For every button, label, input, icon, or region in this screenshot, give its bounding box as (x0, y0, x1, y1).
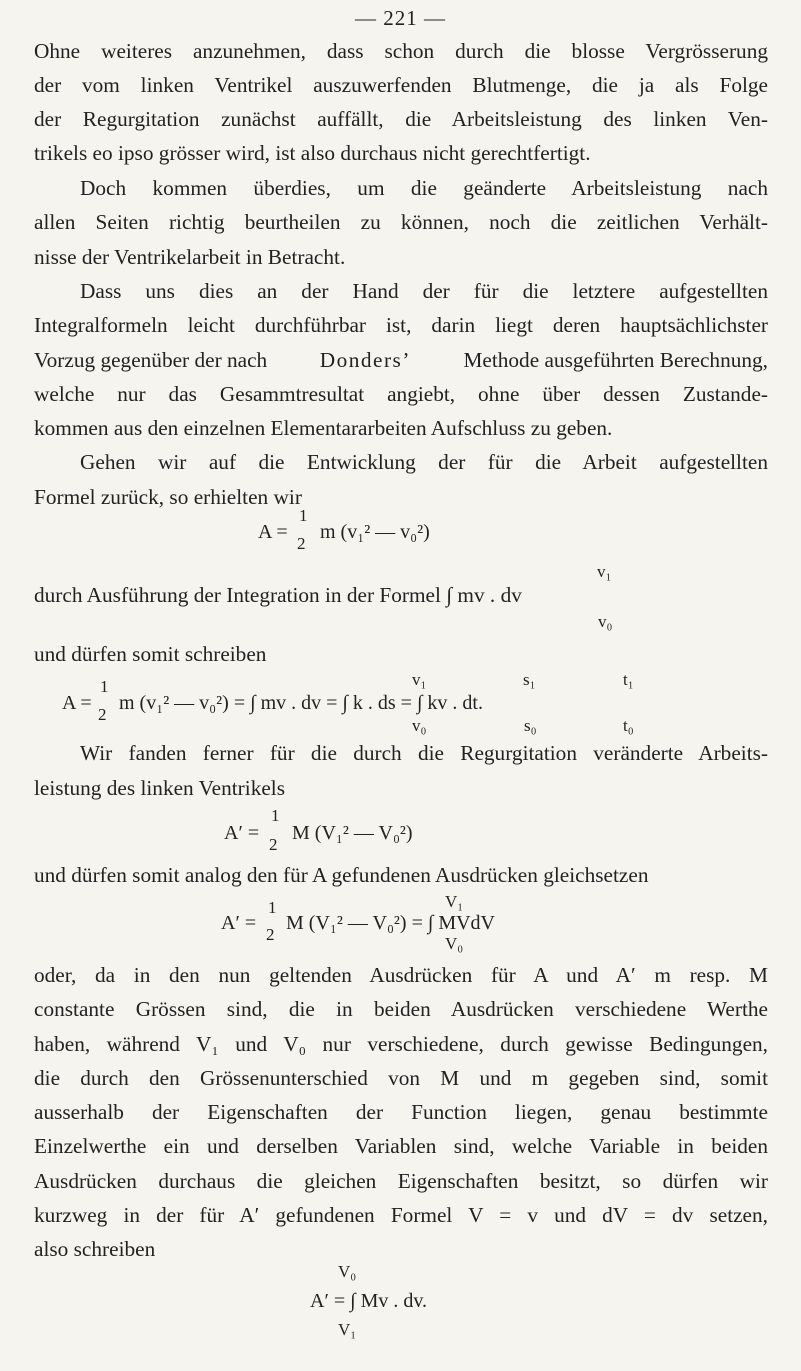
integral-upper-limit: V₁ (445, 892, 464, 911)
formula-body: m (v₁² — v₀²) (320, 521, 430, 543)
text-line: Dass uns dies an der Hand der für die letztere aufgestellten (80, 279, 768, 303)
fraction-denominator: 2 (266, 925, 275, 944)
page-number: — 221 — (355, 6, 446, 30)
fraction-numerator: 1 (100, 677, 109, 696)
text-line: nisse der Ventrikelarbeit in Betracht. (34, 245, 346, 269)
text-line: durch Ausführung der Integration in der Formel ∫ mv . dv (34, 583, 522, 607)
text-line: und dürfen somit schreiben (34, 642, 267, 666)
text-line: welche nur das Gesammtresultat angiebt, ohne über dessen Zustande- (34, 382, 768, 406)
integral-lower-limit: V₀ (445, 934, 464, 953)
text-line: also schreiben (34, 1237, 156, 1261)
text-line: ausserhalb der Eigenschaften der Function liegen, genau bestimmte (34, 1100, 768, 1124)
text-line: trikels eo ipso grösser wird, ist also durchaus nicht gerechtfertigt. (34, 141, 591, 165)
text-line: Doch kommen überdies, um die geänderte Arbeitsleistung nach (80, 176, 768, 200)
text-segment: Vorzug gegenüber der nach (34, 348, 268, 372)
integral-upper-limit: v₁ (412, 670, 427, 689)
integral-upper-limit: v₁ (597, 562, 612, 581)
text-line: die durch den Grössenunterschied von M und m gegeben sind, somit (34, 1066, 768, 1090)
fraction-numerator: 1 (299, 506, 308, 525)
formula-lhs: A = (62, 692, 92, 714)
text-line: Einzelwerthe ein und derselben Variablen sind, welche Variable in beiden (34, 1134, 768, 1158)
text-line: und dürfen somit analog den für A gefundenen Ausdrücken gleichsetzen (34, 863, 649, 887)
integral-lower-limit: V₁ (338, 1320, 357, 1339)
text-line: Integralformeln leicht durchführbar ist, darin liegt deren hauptsächlichster (34, 313, 768, 337)
text-line: Wir fanden ferner für die durch die Regurgitation veränderte Arbeits- (80, 741, 768, 765)
integral-upper-limit: s₁ (523, 670, 536, 689)
text-line: kurzweg in der für A′ gefundenen Formel V = v und dV = dv setzen, (34, 1203, 768, 1227)
text-segment: Methode ausgeführten Berechnung, (463, 348, 768, 372)
formula-body: m (v₁² — v₀²) = ∫ mv . dv = ∫ k . ds = ∫ kv . dt. (119, 692, 483, 714)
fraction-denominator: 2 (297, 534, 306, 553)
fraction-denominator: 2 (269, 835, 278, 854)
formula-body: M (V₁² — V₀²) (292, 822, 413, 844)
formula-body: M (V₁² — V₀²) = ∫ MVdV (286, 912, 495, 934)
fraction-denominator: 2 (98, 705, 107, 724)
author-name: Donders’ (319, 348, 411, 372)
formula-body: A′ = ∫ Mv . dv. (310, 1290, 428, 1312)
formula-lhs: A′ = (221, 912, 257, 934)
fraction-numerator: 1 (268, 898, 277, 917)
text-line: Ausdrücken durchaus die gleichen Eigenschaften besitzt, so dürfen wir (34, 1169, 768, 1193)
text-line: oder, da in den nun geltenden Ausdrücken für A und A′ m resp. M (34, 963, 768, 987)
integral-lower-limit: v₀ (412, 716, 427, 735)
integral-lower-limit: s₀ (524, 716, 537, 735)
integral-upper-limit: t₁ (623, 670, 634, 689)
text-line (34, 343, 768, 377)
integral-upper-limit: V₀ (338, 1262, 357, 1281)
text-line: constante Grössen sind, die in beiden Ausdrücken verschiedene Werthe (34, 997, 768, 1021)
text-line: kommen aus den einzelnen Elementararbeiten Aufschluss zu geben. (34, 416, 613, 440)
text-line: haben, während V₁ und V₀ nur verschiedene, durch gewisse Bedingungen, (34, 1032, 768, 1056)
text-line: Formel zurück, so erhielten wir (34, 485, 302, 509)
integral-lower-limit: t₀ (623, 716, 634, 735)
formula-lhs: A = (258, 521, 288, 543)
fraction-numerator: 1 (271, 806, 280, 825)
text-line: der Regurgitation zunächst auffällt, die Arbeitsleistung des linken Ven- (34, 107, 768, 131)
integral-lower-limit: v₀ (598, 612, 613, 631)
text-line: Gehen wir auf die Entwicklung der für die Arbeit aufgestellten (80, 450, 768, 474)
text-line: Ohne weiteres anzunehmen, dass schon durch die blosse Vergrösserung (34, 39, 768, 63)
formula-lhs: A′ = (224, 822, 260, 844)
text-line: allen Seiten richtig beurtheilen zu können, noch die zeitlichen Verhält- (34, 210, 768, 234)
text-line: der vom linken Ventrikel auszuwerfenden Blutmenge, die ja als Folge (34, 73, 768, 97)
text-line: leistung des linken Ventrikels (34, 776, 285, 800)
